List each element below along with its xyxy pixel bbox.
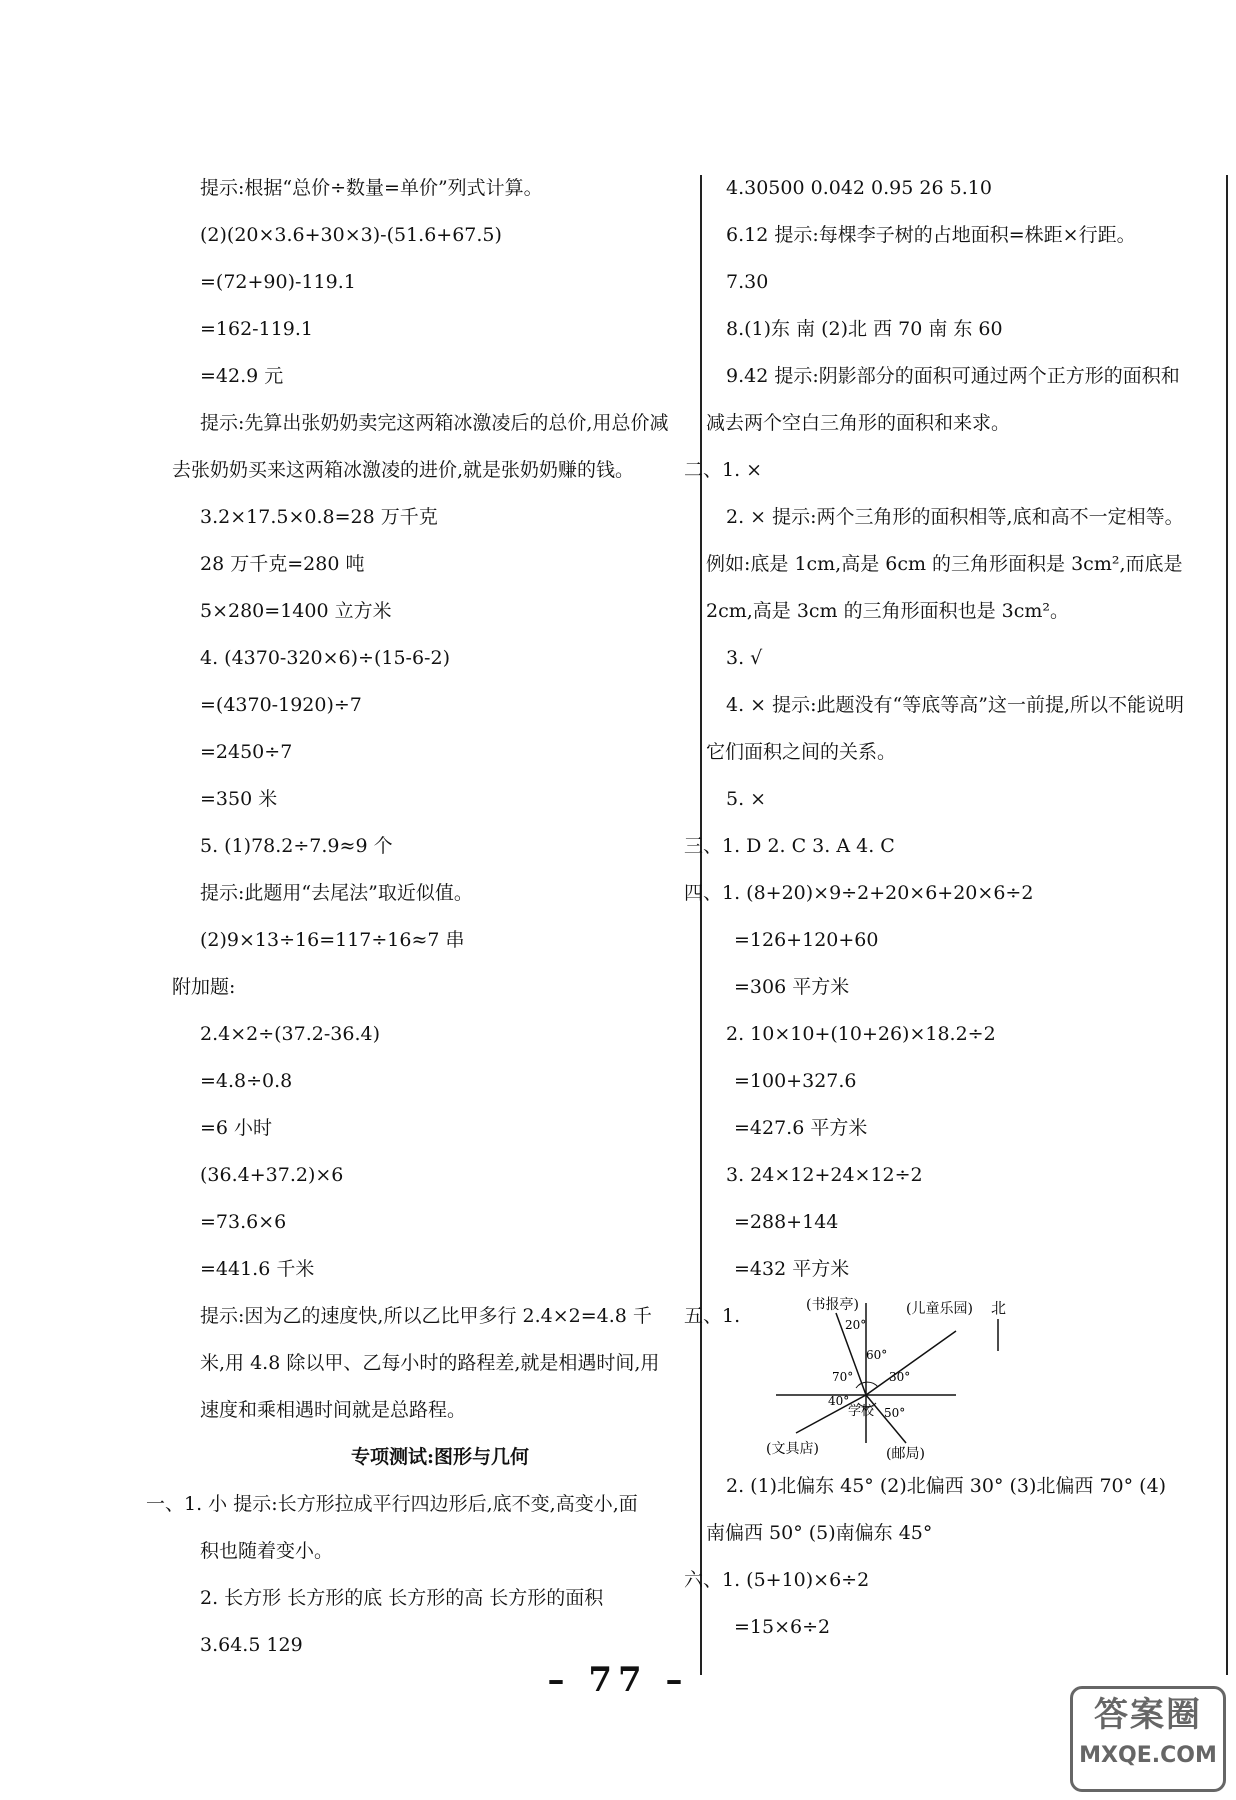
text-line: 附加题: bbox=[172, 976, 236, 998]
text-line: =(72+90)-119.1 bbox=[200, 271, 356, 293]
text-line: (2)9×13÷16=117÷16≈7 串 bbox=[200, 929, 465, 951]
text-line: 去张奶奶买来这两箱冰激凌的进价,就是张奶奶赚的钱。 bbox=[172, 459, 635, 481]
text-line: =100+327.6 bbox=[734, 1070, 857, 1092]
label-north: 北 bbox=[991, 1299, 1007, 1317]
label-school: 学校 bbox=[848, 1404, 875, 1419]
text-line: 5. (1)78.2÷7.9≈9 个 bbox=[200, 835, 393, 857]
page-number: – 77 – bbox=[547, 1660, 689, 1700]
angle-label: 30° bbox=[889, 1370, 911, 1384]
text-line: 六、1. (5+10)×6÷2 bbox=[684, 1569, 870, 1591]
text-line: 一、1. 小 提示:长方形拉成平行四边形后,底不变,高变小,面 bbox=[146, 1493, 638, 1515]
watermark-logo bbox=[1070, 1686, 1226, 1792]
text-line: 米,用 4.8 除以甲、乙每小时的路程差,就是相遇时间,用 bbox=[200, 1352, 660, 1374]
text-line: =(4370-1920)÷7 bbox=[200, 694, 362, 716]
text-line: 例如:底是 1cm,高是 6cm 的三角形面积是 3cm²,而底是 bbox=[706, 553, 1183, 575]
text-line: =288+144 bbox=[734, 1211, 839, 1233]
label-stationery: (文具店) bbox=[766, 1441, 819, 1457]
text-line: 2. × 提示:两个三角形的面积相等,底和高不一定相等。 bbox=[726, 506, 1184, 528]
angle-arc bbox=[856, 1382, 878, 1388]
text-line: 提示:根据“总价÷数量=单价”列式计算。 bbox=[200, 177, 543, 199]
text-line: 28 万千克=280 吨 bbox=[200, 553, 365, 575]
text-line: 3. 24×12+24×12÷2 bbox=[726, 1164, 923, 1186]
text-line: =126+120+60 bbox=[734, 929, 879, 951]
text-line: =4.8÷0.8 bbox=[200, 1070, 293, 1092]
text-line: (36.4+37.2)×6 bbox=[200, 1164, 344, 1186]
text-line: 速度和乘相遇时间就是总路程。 bbox=[200, 1399, 467, 1421]
angle-label: 50° bbox=[884, 1406, 906, 1420]
text-line: 7.30 bbox=[726, 271, 769, 293]
text-line: 5. × bbox=[726, 788, 767, 810]
right-border bbox=[1226, 175, 1228, 1675]
text-line: 3. √ bbox=[726, 647, 763, 669]
text-line: 提示:因为乙的速度快,所以乙比甲多行 2.4×2=4.8 千 bbox=[200, 1305, 652, 1327]
text-line: 提示:先算出张奶奶卖完这两箱冰激凌后的总价,用总价减 bbox=[200, 412, 669, 434]
text-line: =350 米 bbox=[200, 788, 278, 810]
text-line: 它们面积之间的关系。 bbox=[706, 741, 897, 763]
text-line: (2)(20×3.6+30×3)-(51.6+67.5) bbox=[200, 224, 502, 246]
text-line: 五、1. bbox=[684, 1305, 741, 1327]
text-line: 提示:此题用“去尾法”取近似值。 bbox=[200, 882, 473, 904]
left-column bbox=[146, 165, 700, 1669]
right-column bbox=[684, 165, 1226, 1651]
direction-diagram bbox=[684, 1293, 1226, 1463]
label-playground: (儿童乐园) bbox=[906, 1301, 973, 1317]
text-line: 2.4×2÷(37.2-36.4) bbox=[200, 1023, 380, 1045]
text-line: =42.9 元 bbox=[200, 365, 284, 387]
angle-label: 40° bbox=[828, 1394, 850, 1408]
watermark-text: 答案圈 bbox=[1094, 1695, 1202, 1735]
text-line: 3.2×17.5×0.8=28 万千克 bbox=[200, 506, 438, 528]
label-post: (邮局) bbox=[886, 1446, 925, 1462]
angle-label: 70° bbox=[832, 1370, 854, 1384]
text-line: 3.64.5 129 bbox=[200, 1634, 303, 1656]
text-line: 4. (4370-320×6)÷(15-6-2) bbox=[200, 647, 450, 669]
text-line: 2cm,高是 3cm 的三角形面积也是 3cm²。 bbox=[706, 600, 1070, 622]
text-line: 积也随着变小。 bbox=[200, 1540, 334, 1562]
watermark-url: MXQE.COM bbox=[1079, 1743, 1217, 1768]
text-line: 三、1. D 2. C 3. A 4. C bbox=[684, 835, 895, 857]
text-line: 8.(1)东 南 (2)北 西 70 南 东 60 bbox=[726, 318, 1003, 340]
text-line: 6.12 提示:每棵李子树的占地面积=株距×行距。 bbox=[726, 224, 1136, 246]
text-line: 2. 10×10+(10+26)×18.2÷2 bbox=[726, 1023, 996, 1045]
ray-playground bbox=[866, 1331, 956, 1395]
text-line: 2. 长方形 长方形的底 长方形的高 长方形的面积 bbox=[200, 1587, 604, 1609]
text-line: 南偏西 50° (5)南偏东 45° bbox=[706, 1522, 933, 1544]
angle-label: 60° bbox=[866, 1348, 888, 1362]
text-line: 4. × 提示:此题没有“等底等高”这一前提,所以不能说明 bbox=[726, 694, 1184, 716]
text-line: =306 平方米 bbox=[734, 976, 850, 998]
text-line: =441.6 千米 bbox=[200, 1258, 315, 1280]
text-line: 四、1. (8+20)×9÷2+20×6+20×6÷2 bbox=[684, 882, 1034, 904]
text-line: 二、1. × bbox=[684, 459, 763, 481]
text-line: 2. (1)北偏东 45° (2)北偏西 30° (3)北偏西 70° (4) bbox=[726, 1475, 1167, 1497]
text-line: =432 平方米 bbox=[734, 1258, 850, 1280]
text-line: =2450÷7 bbox=[200, 741, 293, 763]
text-line: =73.6×6 bbox=[200, 1211, 287, 1233]
text-line: 4.30500 0.042 0.95 26 5.10 bbox=[726, 177, 992, 199]
compass-diagram-svg bbox=[766, 1293, 1066, 1463]
text-line: =6 小时 bbox=[200, 1117, 273, 1139]
text-line: 5×280=1400 立方米 bbox=[200, 600, 392, 622]
angle-label: 20° bbox=[845, 1318, 867, 1332]
text-line: =162-119.1 bbox=[200, 318, 313, 340]
column-divider bbox=[700, 175, 702, 1675]
section-title: 专项测试:图形与几何 bbox=[350, 1446, 529, 1468]
text-line: =427.6 平方米 bbox=[734, 1117, 868, 1139]
label-bookstall: (书报亭) bbox=[806, 1297, 859, 1313]
text-line: 9.42 提示:阴影部分的面积可通过两个正方形的面积和 bbox=[726, 365, 1180, 387]
text-line: =15×6÷2 bbox=[734, 1616, 831, 1638]
text-line: 减去两个空白三角形的面积和来求。 bbox=[706, 412, 1011, 434]
